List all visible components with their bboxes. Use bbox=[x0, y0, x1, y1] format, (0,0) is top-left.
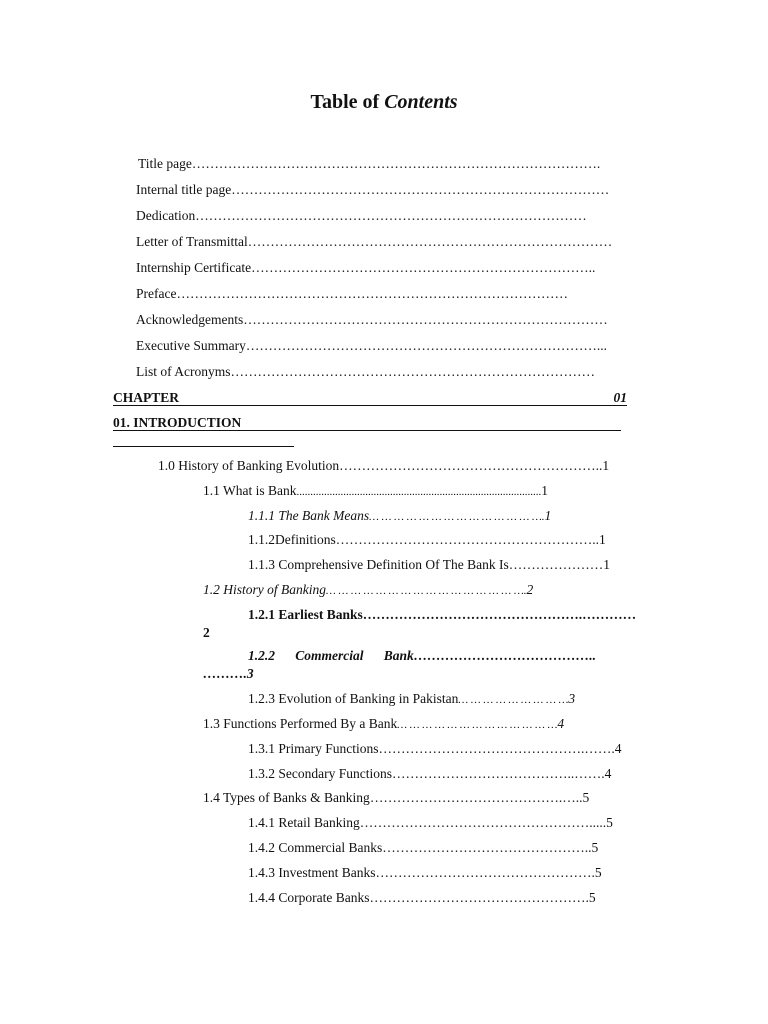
toc-entry-1-2-1-page: 2 bbox=[203, 625, 210, 640]
toc-entry-1-2-1: 1.2.1 Earliest Banks………………………………………….………… bbox=[248, 607, 637, 622]
toc-entry-1-1-3: 1.1.3 Comprehensive Definition Of The Bank Is…………………1 bbox=[248, 557, 610, 572]
toc-entry-1-4-2: 1.4.2 Commercial Banks………………………………………..5 bbox=[248, 840, 599, 855]
divider bbox=[113, 446, 294, 447]
toc-entry-1-1: 1.1 What is Bank.........................................................................................1 bbox=[203, 483, 548, 498]
toc-entry-certificate: Internship Certificate………………………………………………………………….. bbox=[136, 260, 596, 275]
toc-entry-transmittal: Letter of Transmittal……………………………………………………………………… bbox=[136, 234, 613, 249]
toc-entry-internal-title: Internal title page………………………………………………………………………… bbox=[136, 182, 610, 197]
chapter-header bbox=[113, 390, 627, 406]
title-italic-text: Contents bbox=[384, 91, 458, 113]
toc-entry-1-4-1: 1.4.1 Retail Banking…………………………………………….....5 bbox=[248, 815, 613, 830]
toc-entry-1-4-3: 1.4.3 Investment Banks………………………………………….5 bbox=[248, 865, 602, 880]
toc-entry-1-3-1: 1.3.1 Primary Functions……………………………………….…….4 bbox=[248, 741, 622, 756]
toc-entry-1-3: 1.3 Functions Performed By a Bank… … … … … … … … … … … … …4 bbox=[203, 716, 565, 731]
chapter-label: CHAPTER bbox=[113, 390, 180, 405]
toc-entry-dedication: Dedication…………………………………………………………………………… bbox=[136, 208, 587, 223]
toc-entry-1-2: 1.2 History of Banking… … … … … … … … … … … … … … … ….2 bbox=[203, 582, 534, 597]
toc-entry-acknowledgements: Acknowledgements……………………………………………………………………… bbox=[136, 312, 608, 327]
page-title bbox=[0, 91, 768, 114]
toc-entry-1-2-2: 1.2.2 Commercial Bank………………………………….. bbox=[248, 648, 597, 663]
toc-entry-1-0: 1.0 History of Banking Evolution…………………………………………………..1 bbox=[158, 458, 610, 473]
toc-entry-acronyms: List of Acronyms……………………………………………………………………… bbox=[136, 364, 595, 379]
toc-entry-1-4-4: 1.4.4 Corporate Banks………………………………………….5 bbox=[248, 890, 596, 905]
toc-entry-title-page: Title page………………………………………………………………………………. bbox=[138, 156, 601, 171]
toc-entry-1-1-2: 1.1.2Definitions…………………………………………………..1 bbox=[248, 532, 606, 547]
toc-entry-1-3-2: 1.3.2 Secondary Functions…………………………………..…….4 bbox=[248, 766, 612, 781]
chapter-number: 01 bbox=[613, 390, 627, 405]
chapter-heading: 01. INTRODUCTION bbox=[113, 415, 621, 431]
toc-entry-1-4: 1.4 Types of Banks & Banking…………………………………….…..5 bbox=[203, 790, 590, 805]
toc-entry-1-2-3: 1.2.3 Evolution of Banking in Pakistan… … … … … … … … …3 bbox=[248, 691, 576, 706]
toc-entry-1-1-1: 1.1.1 The Bank Means… … … … … … … … … … … … … ….1 bbox=[248, 508, 552, 523]
toc-entry-preface: Preface…………………………………………………………………………… bbox=[136, 286, 568, 301]
toc-entry-executive-summary: Executive Summary……………………………………………………………………... bbox=[136, 338, 607, 353]
title-text: Table of bbox=[310, 91, 385, 113]
toc-entry-1-2-2-wrap: ……….3 bbox=[203, 666, 254, 681]
